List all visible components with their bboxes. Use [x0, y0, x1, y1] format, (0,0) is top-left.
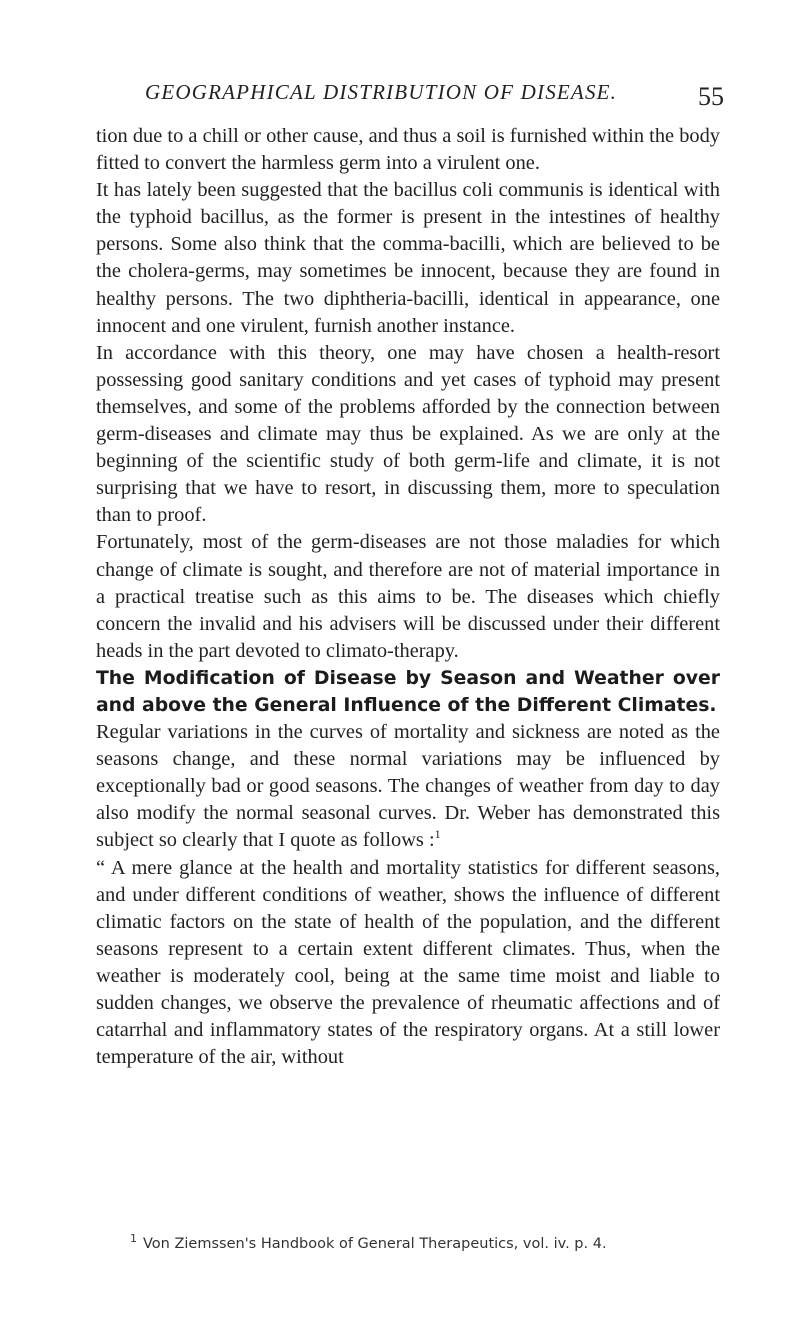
running-head — [0, 80, 800, 112]
page-number: 55 — [698, 82, 724, 111]
paragraph-continuation: tion due to a chill or other cause, and thus a soil is furnished within the body fitted to convert the harmless germ into a virulent one. — [96, 125, 720, 175]
footnote-text: Von Ziemssen's Handbook of General Therapeutics, vol. iv. p. 4. — [143, 1236, 607, 1252]
section-heading: The Modification of Disease by Season and Weather over and above the General Influence of the Different Climates. — [96, 667, 720, 716]
footnote-number: 1 — [130, 1232, 137, 1246]
paragraph-regular-variations — [96, 719, 720, 854]
paragraph-quotation: “ A mere glance at the health and mortality statistics for different seasons, and under different conditions of weather, shows the influence of different climatic factors on the state of health of the population, and the different seasons represent to a certain extent different climates. Thus, when the weather is moderately cool, being at the same time moist and liable to sudden changes, we observe the prevalence of rheumatic affections and of catarrhal and inflammatory states of the respiratory organs. At a still lower temperature of the air, without — [96, 856, 720, 1069]
paragraph-fortunately: Fortunately, most of the germ-diseases are not those maladies for which change of climate is sought, and therefore are not of material importance in a practical treatise such as this aims to be. The diseases which chiefly concern the invalid and his advisers will be discussed under their different heads in the part devoted to climato-therapy. — [96, 531, 720, 662]
running-title: GEOGRAPHICAL DISTRIBUTION OF DISEASE. — [145, 80, 618, 104]
body-text — [96, 123, 720, 1071]
paragraph-bacillus-coli: It has lately been suggested that the bacillus coli communis is identical with the typhoid bacillus, as the former is present in the intestines of healthy persons. Some also think that the comma-bacilli, which are believed to be the cholera-germs, may sometimes be innocent, because they are found in healthy persons. The two diphtheria-bacilli, identical in appearance, one innocent and one virulent, furnish another instance. — [96, 179, 720, 337]
paragraph-regular-variations-text: Regular variations in the curves of mortality and sickness are noted as the seasons change, and these normal variations may be influenced by exceptionally bad or good seasons. The changes of weather from day to day also modify the normal seasonal curves. Dr. Weber has demonstrated this subject so clearly that I quote as follows : — [96, 721, 720, 852]
paragraph-health-resort: In accordance with this theory, one may have chosen a health-resort possessing good sanitary conditions and yet cases of typhoid may present themselves, and some of the problems afforded by the connection between germ-diseases and climate may thus be explained. As we are only at the beginning of the scientific study of both germ-life and climate, it is not surprising that we have to resort, in discussing them, more to speculation than to proof. — [96, 341, 720, 527]
footnote — [130, 1232, 730, 1253]
footnote-reference: 1 — [434, 827, 441, 842]
